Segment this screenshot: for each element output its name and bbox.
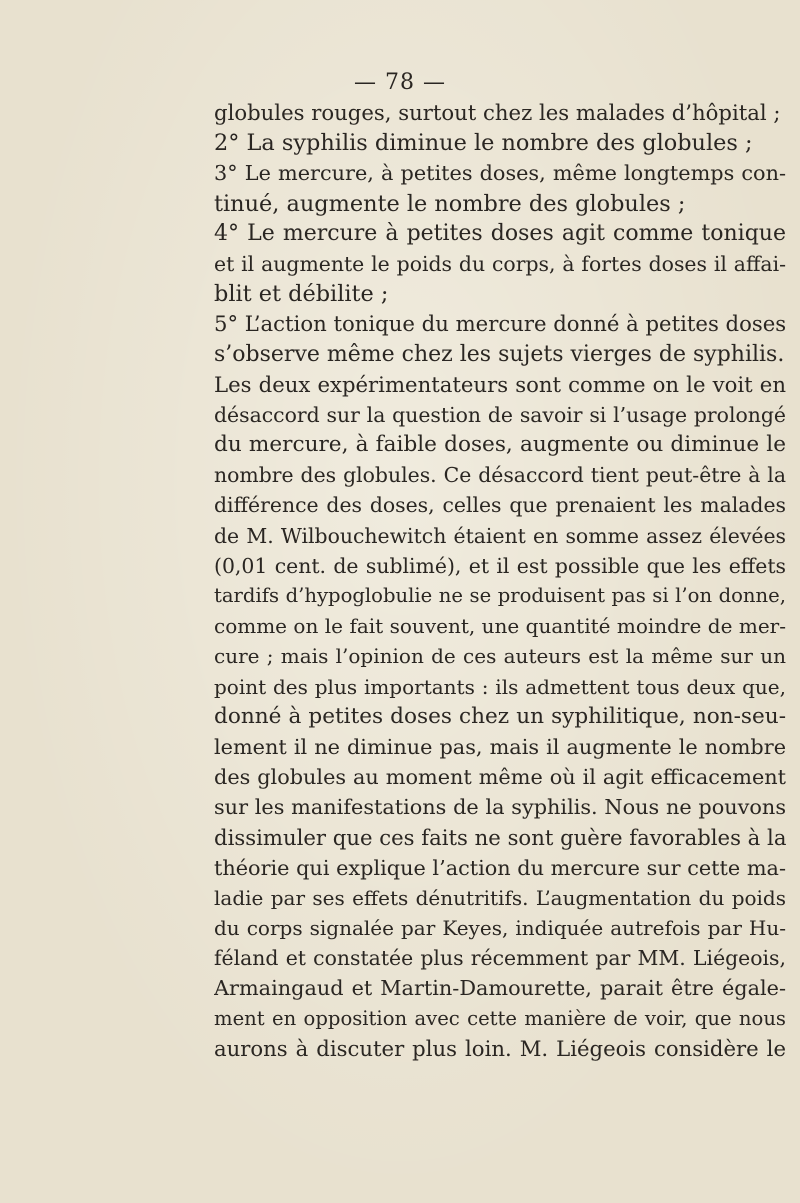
text-line: 5° L’action tonique du mercure donné à petites doses [214, 311, 786, 337]
text-line: globules rouges, surtout chez les malades d’hôpital ; [214, 100, 781, 125]
text-line: de M. Wilbouchewitch étaient en somme assez élevées [214, 523, 786, 548]
text-line: ladie par ses effets dénutritifs. L’augmentation du poids [214, 885, 786, 910]
text-line: point des plus importants : ils admettent tous deux que, [214, 674, 786, 699]
text-line: 2° La syphilis diminue le nombre des globules ; [214, 130, 753, 157]
text-line: 3° Le mercure, à petites doses, même longtemps con- [214, 161, 786, 186]
text-line: féland et constatée plus récemment par MM. Liégeois, [214, 946, 786, 971]
text-line: 4° Le mercure à petites doses agit comme tonique [214, 220, 786, 246]
text-line: ment en opposition avec cette manière de voir, que nous [214, 1006, 786, 1030]
text-line: aurons à discuter plus loin. M. Liégeois considère le [214, 1035, 786, 1061]
text-line: tinué, augmente le nombre des globules ; [214, 190, 686, 217]
text-line: désaccord sur la question de savoir si l’usage prolongé [214, 402, 786, 427]
text-line: dissimuler que ces faits ne sont guère favorables à la [214, 824, 786, 850]
body-text [214, 98, 786, 1064]
text-line: du mercure, à faible doses, augmente ou diminue le [214, 432, 786, 458]
text-line: (0,01 cent. de sublimé), et il est possible que les effets [214, 553, 786, 578]
text-line: différence des doses, celles que prenaient les malades [214, 493, 786, 518]
text-line: tardifs d’hypoglobulie ne se produisent pas si l’on donne, [214, 584, 786, 607]
text-line: lement il ne diminue pas, mais il augmente le nombre [214, 734, 786, 759]
text-line: blit et débilite ; [214, 281, 389, 308]
text-line: du corps signalée par Keyes, indiquée autrefois par Hu- [214, 916, 786, 941]
text-line: donné à petites doses chez un syphilitique, non-seu- [214, 703, 786, 729]
text-line: s’observe même chez les sujets vierges de syphilis. [214, 341, 785, 367]
text-line: sur les manifestations de la syphilis. Nous ne pouvons [214, 795, 786, 820]
text-line: des globules au moment même où il agit efficacement [214, 765, 786, 790]
text-line: Armaingaud et Martin-Damourette, parait être égale- [214, 976, 786, 1001]
text-line: théorie qui explique l’action du mercure sur cette ma- [214, 855, 786, 880]
text-line: nombre des globules. Ce désaccord tient peut-être à la [214, 463, 786, 488]
page-number: — 78 — [354, 70, 446, 95]
text-line: Les deux expérimentateurs sont comme on le voit en [214, 371, 786, 397]
text-line: comme on le fait souvent, une quantité moindre de mer- [214, 614, 786, 639]
text-line: cure ; mais l’opinion de ces auteurs est la même sur un [214, 644, 786, 669]
text-line: et il augmente le poids du corps, à fortes doses il affai- [214, 251, 786, 276]
